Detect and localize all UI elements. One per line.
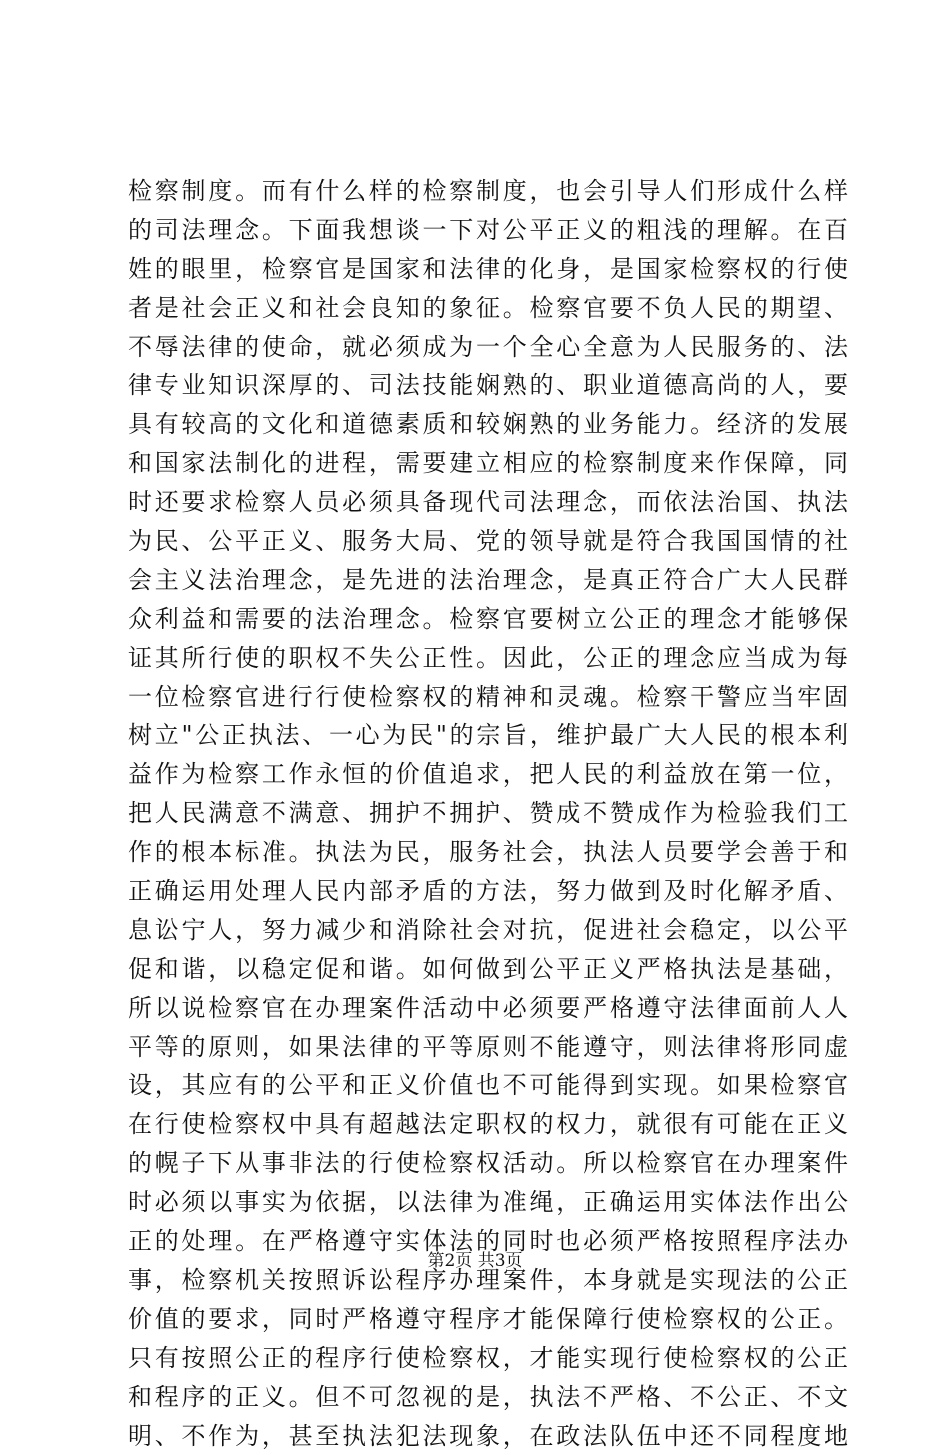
text-line: 时还要求检察人员必须具备现代司法理念，而依法治国、执法: [128, 483, 848, 522]
text-line: 树立"公正执法、一心为民"的宗旨，维护最广大人民的根本利: [128, 716, 848, 755]
text-line: 正确运用处理人民内部矛盾的方法，努力做到及时化解矛盾、: [128, 872, 848, 911]
text-line: 姓的眼里，检察官是国家和法律的化身，是国家检察权的行使: [128, 250, 848, 289]
text-line: 不辱法律的使命，就必须成为一个全心全意为人民服务的、法: [128, 328, 848, 367]
text-line: 为民、公平正义、服务大局、党的领导就是符合我国国情的社: [128, 522, 848, 561]
text-line: 设，其应有的公平和正义价值也不可能得到实现。如果检察官: [128, 1066, 848, 1105]
text-line: 事，检察机关按照诉讼程序办理案件，本身就是实现法的公正: [128, 1261, 848, 1300]
page-number-footer: 第2页 共3页: [0, 1246, 950, 1271]
text-line: 和国家法制化的进程，需要建立相应的检察制度来作保障，同: [128, 444, 848, 483]
text-line: 的司法理念。下面我想谈一下对公平正义的粗浅的理解。在百: [128, 211, 848, 250]
text-line: 正的处理。在严格遵守实体法的同时也必须严格按照程序法办: [128, 1222, 848, 1261]
text-line: 平等的原则，如果法律的平等原则不能遵守，则法律将形同虚: [128, 1028, 848, 1067]
text-line: 证其所行使的职权不失公正性。因此，公正的理念应当成为每: [128, 639, 848, 678]
text-line: 在行使检察权中具有超越法定职权的权力，就很有可能在正义: [128, 1105, 848, 1144]
text-line: 者是社会正义和社会良知的象征。检察官要不负人民的期望、: [128, 289, 848, 328]
text-line: 众利益和需要的法治理念。检察官要树立公正的理念才能够保: [128, 600, 848, 639]
text-line: 一位检察官进行行使检察权的精神和灵魂。检察干警应当牢固: [128, 678, 848, 717]
text-line: 的幌子下从事非法的行使检察权活动。所以检察官在办理案件: [128, 1144, 848, 1183]
text-line: 和程序的正义。但不可忽视的是，执法不严格、不公正、不文: [128, 1378, 848, 1417]
text-line: 价值的要求，同时严格遵守程序才能保障行使检察权的公正。: [128, 1300, 848, 1339]
text-line: 把人民满意不满意、拥护不拥护、赞成不赞成作为检验我们工: [128, 794, 848, 833]
text-line: 明、不作为，甚至执法犯法现象，在政法队伍中还不同程度地: [128, 1417, 848, 1455]
text-line: 促和谐，以稳定促和谐。如何做到公平正义严格执法是基础，: [128, 950, 848, 989]
text-line: 检察制度。而有什么样的检察制度，也会引导人们形成什么样: [128, 172, 848, 211]
text-line: 只有按照公正的程序行使检察权，才能实现行使检察权的公正: [128, 1339, 848, 1378]
text-line: 所以说检察官在办理案件活动中必须要严格遵守法律面前人人: [128, 989, 848, 1028]
text-line: 具有较高的文化和道德素质和较娴熟的业务能力。经济的发展: [128, 405, 848, 444]
text-line: 时必须以事实为依据，以法律为准绳，正确运用实体法作出公: [128, 1183, 848, 1222]
text-line: 息讼宁人，努力减少和消除社会对抗，促进社会稳定，以公平: [128, 911, 848, 950]
text-line: 益作为检察工作永恒的价值追求，把人民的利益放在第一位，: [128, 755, 848, 794]
text-line: 律专业知识深厚的、司法技能娴熟的、职业道德高尚的人，要: [128, 366, 848, 405]
text-line: 作的根本标准。执法为民，服务社会，执法人员要学会善于和: [128, 833, 848, 872]
text-line: 会主义法治理念，是先进的法治理念，是真正符合广大人民群: [128, 561, 848, 600]
